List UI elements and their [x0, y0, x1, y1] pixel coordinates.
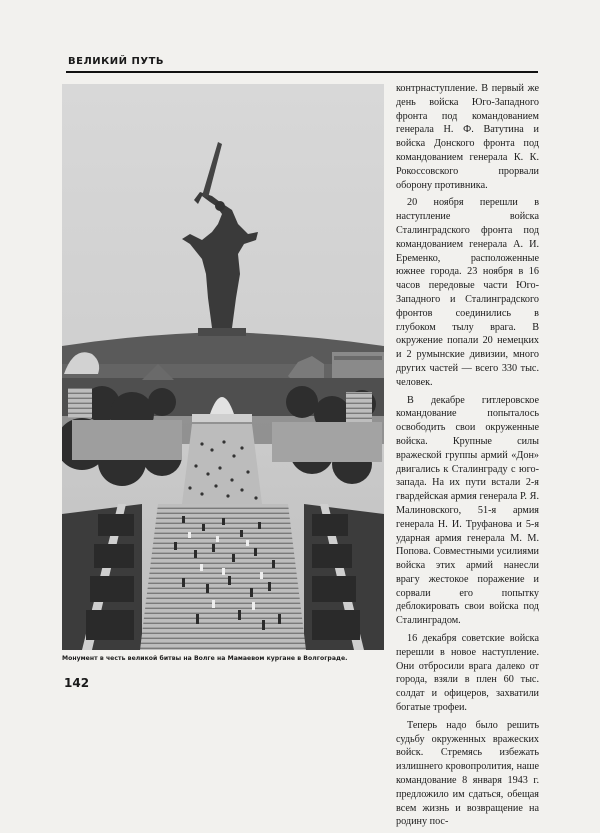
paragraph-3: В декабре гитлеровское командование попыталось освободить свои окруженные войска. Крупные силы вражеской группы армий «Дон» двигались к Сталинграду с юго-запада. На их пути встали 2-я гвардейская армия генерала Р. Я. Малиновского, 51-я армия генерала Н. И. Труфанова и 5-я ударная армия генерала М. М. Попова. Совместными усилиями войска этих армий нанесли врагу жестокое поражение и сорвали его попытку деблокировать свои войска под Сталинградом.	[396, 394, 539, 627]
running-header	[66, 56, 538, 76]
paragraph-1: контрнаступление. В первый же день войска Юго-Западного фронта под командованием генерала Н. Ф. Ватутина и войска Донского фронта под командованием генерала К. К. Рокоссовского прорвали оборону противника.	[396, 83, 539, 191]
body-text-column	[396, 82, 539, 833]
grand-staircase	[140, 504, 306, 650]
page-number: 142	[64, 676, 90, 690]
paragraph-2: 20 ноября перешли в наступление войска Сталинградского фронта под командованием генерала А. И. Еременко, расположенные южнее города. 23 ноября в 16 часов передовые части Юго-Западного и Сталинградского фронтов соединились в глубоком тылу врага. В окружение попали 20 немецких и 2 румынские дивизии, много других частей — всего 330 тыс. человек.	[396, 197, 539, 388]
figure-caption: Монумент в честь великой битвы на Волге на Мамаевом кургане в Волгограде.	[62, 655, 348, 662]
monument-illustration	[62, 84, 384, 650]
paragraph-4: 16 декабря советские войска перешли в новое наступление. Они отбросили врага далеко от города, взяли в плен 60 тыс. солдат и офицеров, захватили богатые трофеи.	[396, 633, 539, 714]
header-rule	[66, 71, 538, 73]
paragraph-5: Теперь надо было решить судьбу окруженных вражеских войск. Стремясь избежать излишнего кровопролития, наше командование 8 января 1943 г. предложило им сдаться, обещая всем жизнь и возвращение на родину пос-	[396, 719, 539, 828]
monument-photo	[62, 84, 384, 650]
running-header-title: ВЕЛИКИЙ ПУТЬ	[68, 56, 165, 67]
